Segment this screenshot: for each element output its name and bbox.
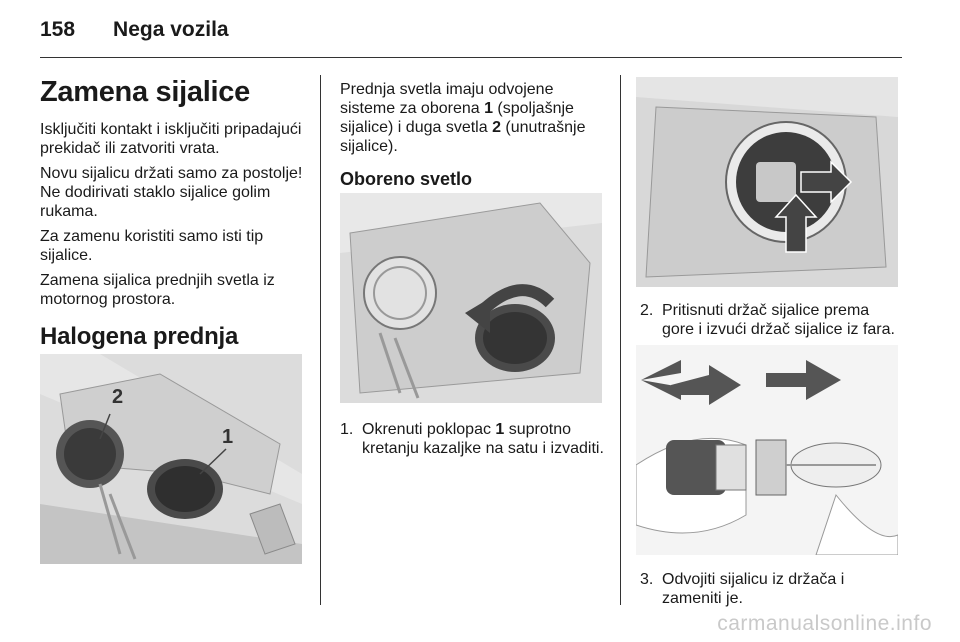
step-number: 3.	[640, 571, 654, 588]
intro-text: Prednja svetla imaju odvojene sisteme za oborena	[340, 81, 554, 117]
column-1	[40, 76, 310, 379]
step-number: 1.	[340, 421, 354, 438]
step-3	[640, 570, 905, 608]
intro-text: (unutrašnje sijalice).	[340, 119, 586, 155]
subheading: Oboreno svetlo	[340, 169, 473, 189]
callout-2: 2	[112, 386, 124, 408]
step-text: Pritisnuti držač sijalice prema gore i izvući držač sijalice iz fara.	[662, 302, 895, 338]
step-text: Odvojiti sijalicu iz držača i zameniti je.	[662, 571, 845, 607]
paragraph: Novu sijalicu držati samo za postolje! Ne dodirivati staklo sijalice golim rukama.	[40, 165, 303, 220]
paragraph: Zamena sijalica prednjih svetla iz motornog prostora.	[40, 272, 275, 308]
page-header	[40, 18, 229, 42]
step-text	[362, 420, 615, 458]
step-2	[640, 301, 905, 339]
paragraph: Isključiti kontakt i isključiti pripadajući prekidač ili zatvoriti vrata.	[40, 121, 302, 157]
column-2	[340, 80, 610, 190]
ref-1: 1	[484, 100, 493, 117]
callout-1: 1	[222, 426, 234, 448]
figure-low-beam-cap	[340, 193, 602, 403]
step-text-part: suprotno kretanju kazaljke na satu i izvaditi.	[362, 421, 604, 457]
column-divider-2	[620, 75, 621, 605]
ref-2: 2	[492, 119, 501, 136]
figure-bulb-separation	[636, 345, 898, 555]
step-number: 2.	[640, 302, 654, 319]
section-heading: Halogena prednja	[40, 323, 239, 350]
page-title: Zamena sijalice	[40, 76, 250, 108]
step-row	[640, 570, 905, 608]
page-number: 158	[40, 18, 76, 41]
step-text-part: Okrenuti poklopac	[362, 421, 496, 438]
column-divider-1	[320, 75, 321, 605]
step-1	[340, 420, 615, 458]
ref-1: 1	[495, 421, 505, 438]
paragraph: Za zamenu koristiti samo isti tip sijalice.	[40, 228, 264, 264]
watermark: carmanualsonline.info	[717, 612, 932, 635]
intro-paragraph	[340, 80, 610, 156]
header-rule	[40, 57, 902, 58]
intro-text: (spoljašnje sijalice) i duga svetla	[340, 100, 574, 136]
section-title: Nega vozila	[113, 18, 229, 41]
step-row	[340, 420, 615, 458]
figure-bulb-holder	[636, 77, 898, 287]
step-row	[640, 301, 905, 339]
figure-halogen-headlights	[40, 354, 302, 564]
